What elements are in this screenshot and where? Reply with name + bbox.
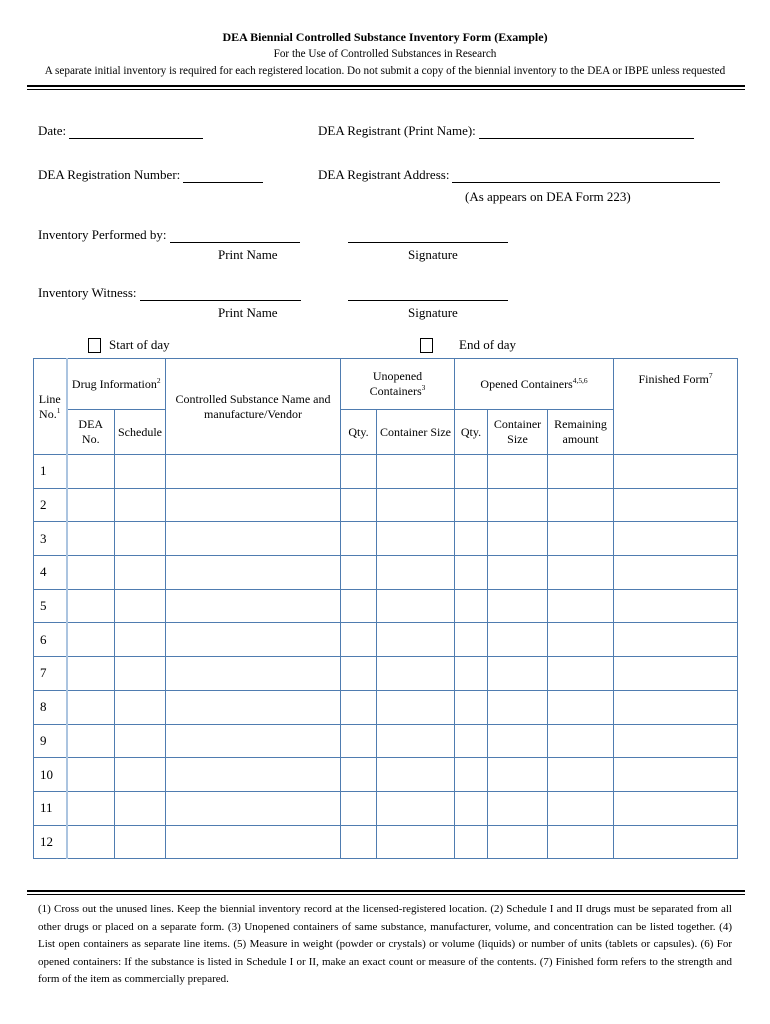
start-of-day-option — [88, 336, 170, 353]
cell-dea-no[interactable] — [67, 758, 115, 792]
performed-by-signature-input-line[interactable] — [348, 228, 508, 243]
cell-unopened-container-size[interactable] — [377, 488, 455, 522]
table-row — [34, 522, 738, 556]
cell-dea-no[interactable] — [67, 825, 115, 859]
col-group-drug-information: Drug Information$^2$ — [67, 359, 166, 410]
cell-substance-name[interactable] — [166, 522, 341, 556]
line-number-cell: 6 — [34, 623, 67, 657]
cell-substance-name[interactable] — [166, 623, 341, 657]
cell-unopened-container-size[interactable] — [377, 556, 455, 590]
performed-by-signature-row — [348, 227, 508, 243]
cell-opened-container-size[interactable] — [488, 589, 548, 623]
cell-dea-no[interactable] — [67, 791, 115, 825]
col-header-line-no — [34, 359, 67, 455]
cell-dea-no[interactable] — [67, 623, 115, 657]
cell-unopened-container-size[interactable] — [377, 825, 455, 859]
cell-schedule[interactable] — [115, 623, 166, 657]
cell-unopened-container-size[interactable] — [377, 623, 455, 657]
cell-dea-no[interactable] — [67, 724, 115, 758]
header-divider-line — [27, 85, 745, 90]
performed-by-print-name-caption: Print Name — [218, 247, 278, 262]
table-row — [34, 825, 738, 859]
line-number-cell: 3 — [34, 522, 67, 556]
col-header-finished-form: Finished Form$^7$ — [614, 359, 738, 455]
cell-dea-no[interactable] — [67, 488, 115, 522]
cell-opened-qty[interactable] — [455, 488, 488, 522]
registrant-address-label: DEA Registrant Address: — [318, 167, 450, 182]
table-row — [34, 791, 738, 825]
witness-signature-input-line[interactable] — [348, 286, 508, 301]
cell-dea-no[interactable] — [67, 690, 115, 724]
line-number-cell: 2 — [34, 488, 67, 522]
cell-schedule[interactable] — [115, 556, 166, 590]
line-number-cell: 10 — [34, 758, 67, 792]
witness-signature-caption: Signature — [408, 305, 458, 320]
cell-substance-name[interactable] — [166, 455, 341, 489]
cell-unopened-qty[interactable] — [341, 791, 377, 825]
col-header-unopened-container-size: Container Size — [377, 410, 455, 455]
end-of-day-checkbox[interactable] — [420, 338, 433, 353]
cell-unopened-qty[interactable] — [341, 556, 377, 590]
line-number-cell: 11 — [34, 791, 67, 825]
inventory-table-body — [34, 455, 738, 859]
cell-unopened-qty[interactable] — [341, 724, 377, 758]
table-row — [34, 690, 738, 724]
cell-finished-form[interactable] — [614, 758, 738, 792]
start-of-day-label: Start of day — [109, 337, 170, 353]
cell-opened-container-size[interactable] — [488, 657, 548, 691]
cell-unopened-container-size[interactable] — [377, 455, 455, 489]
cell-remaining-amount[interactable] — [548, 522, 614, 556]
cell-substance-name[interactable] — [166, 488, 341, 522]
col-header-unopened-qty: Qty. — [341, 410, 377, 455]
cell-opened-qty[interactable] — [455, 556, 488, 590]
cell-schedule[interactable] — [115, 522, 166, 556]
cell-schedule[interactable] — [115, 791, 166, 825]
cell-remaining-amount[interactable] — [548, 758, 614, 792]
table-row — [34, 657, 738, 691]
col-header-schedule: Schedule — [115, 410, 166, 455]
cell-unopened-qty[interactable] — [341, 623, 377, 657]
performed-by-signature-caption: Signature — [408, 247, 458, 262]
line-number-cell: 9 — [34, 724, 67, 758]
date-label: Date: — [38, 123, 67, 138]
performed-by-field-row — [38, 227, 300, 243]
cell-unopened-qty[interactable] — [341, 522, 377, 556]
cell-substance-name[interactable] — [166, 758, 341, 792]
line-number-cell: 4 — [34, 556, 67, 590]
cell-substance-name[interactable] — [166, 657, 341, 691]
line-no-word1: Line — [38, 391, 61, 406]
line-number-cell: 8 — [34, 690, 67, 724]
cell-finished-form[interactable] — [614, 455, 738, 489]
cell-unopened-qty[interactable] — [341, 488, 377, 522]
witness-signature-row — [348, 285, 508, 301]
cell-finished-form[interactable] — [614, 724, 738, 758]
cell-substance-name[interactable] — [166, 825, 341, 859]
inventory-table — [33, 358, 738, 859]
date-input-line[interactable] — [69, 124, 203, 139]
cell-unopened-qty[interactable] — [341, 758, 377, 792]
cell-remaining-amount[interactable] — [548, 556, 614, 590]
col-header-opened-container-size: Container Size — [488, 410, 548, 455]
line-no-word2: No.$^1$ — [39, 405, 61, 421]
table-row — [34, 724, 738, 758]
cell-remaining-amount[interactable] — [548, 488, 614, 522]
witness-name-input-line[interactable] — [140, 286, 301, 301]
cell-substance-name[interactable] — [166, 589, 341, 623]
cell-unopened-container-size[interactable] — [377, 724, 455, 758]
cell-unopened-qty[interactable] — [341, 657, 377, 691]
registrant-name-input-line[interactable] — [479, 124, 694, 139]
registrant-name-field-row — [318, 123, 694, 139]
cell-opened-qty[interactable] — [455, 690, 488, 724]
cell-unopened-qty[interactable] — [341, 455, 377, 489]
cell-unopened-container-size[interactable] — [377, 589, 455, 623]
cell-substance-name[interactable] — [166, 556, 341, 590]
cell-remaining-amount[interactable] — [548, 690, 614, 724]
registration-number-input-line[interactable] — [183, 168, 263, 183]
cell-opened-container-size[interactable] — [488, 690, 548, 724]
cell-dea-no[interactable] — [67, 455, 115, 489]
address-note: (As appears on DEA Form 223) — [465, 189, 631, 204]
cell-substance-name[interactable] — [166, 724, 341, 758]
cell-opened-qty[interactable] — [455, 724, 488, 758]
cell-dea-no[interactable] — [67, 522, 115, 556]
cell-opened-container-size[interactable] — [488, 724, 548, 758]
cell-unopened-qty[interactable] — [341, 589, 377, 623]
cell-opened-container-size[interactable] — [488, 556, 548, 590]
witness-print-name-caption: Print Name — [218, 305, 278, 320]
cell-substance-name[interactable] — [166, 690, 341, 724]
witness-label: Inventory Witness: — [38, 285, 137, 300]
cell-opened-container-size[interactable] — [488, 522, 548, 556]
cell-unopened-container-size[interactable] — [377, 690, 455, 724]
col-group-unopened-containers: Unopened Containers$^3$ — [341, 359, 455, 410]
cell-dea-no[interactable] — [67, 589, 115, 623]
line-number-cell: 1 — [34, 455, 67, 489]
cell-finished-form[interactable] — [614, 825, 738, 859]
cell-opened-container-size[interactable] — [488, 488, 548, 522]
table-row — [34, 488, 738, 522]
cell-remaining-amount[interactable] — [548, 623, 614, 657]
cell-remaining-amount[interactable] — [548, 455, 614, 489]
cell-dea-no[interactable] — [67, 556, 115, 590]
cell-finished-form[interactable] — [614, 623, 738, 657]
cell-unopened-container-size[interactable] — [377, 657, 455, 691]
cell-opened-qty[interactable] — [455, 455, 488, 489]
cell-unopened-qty[interactable] — [341, 690, 377, 724]
table-row — [34, 623, 738, 657]
cell-substance-name[interactable] — [166, 791, 341, 825]
cell-schedule[interactable] — [115, 589, 166, 623]
cell-schedule[interactable] — [115, 758, 166, 792]
registration-number-label: DEA Registration Number: — [38, 167, 181, 182]
cell-finished-form[interactable] — [614, 522, 738, 556]
cell-opened-container-size[interactable] — [488, 623, 548, 657]
date-field-row — [38, 123, 203, 139]
cell-schedule[interactable] — [115, 724, 166, 758]
start-of-day-checkbox[interactable] — [88, 338, 101, 353]
cell-opened-qty[interactable] — [455, 623, 488, 657]
cell-finished-form[interactable] — [614, 488, 738, 522]
cell-remaining-amount[interactable] — [548, 657, 614, 691]
footnotes-paragraph: (1) Cross out the unused lines. Keep the biennial inventory record at the licensed-registered location. (2) Schedule I and II drugs must be separated from all other drugs or placed on a separate form. (3) Unopened containers of same substance, manufacturer, volume, and concentration can be listed together. (4) List open containers as separate line items. (5) Measure in weight (powder or crystals) or volume (liquids) or number of units (tablets or capsules). (6) For opened containers: If the substance is listed in Schedule I or II, make an exact count or measure of the contents. (7) Finished form refers to the strength and form of the item as commercially prepared. — [38, 903, 732, 985]
registrant-address-input-line[interactable] — [452, 168, 720, 183]
col-header-opened-qty: Qty. — [455, 410, 488, 455]
registration-number-field-row — [38, 167, 263, 183]
cell-unopened-qty[interactable] — [341, 825, 377, 859]
performed-by-label: Inventory Performed by: — [38, 227, 167, 242]
cell-remaining-amount[interactable] — [548, 724, 614, 758]
cell-remaining-amount[interactable] — [548, 589, 614, 623]
cell-schedule[interactable] — [115, 657, 166, 691]
col-group-opened-containers: Opened Containers$^{4,5,6}$ — [455, 359, 614, 410]
cell-opened-qty[interactable] — [455, 791, 488, 825]
line-number-cell: 12 — [34, 825, 67, 859]
witness-field-row — [38, 285, 301, 301]
cell-schedule[interactable] — [115, 690, 166, 724]
cell-opened-container-size[interactable] — [488, 758, 548, 792]
cell-schedule[interactable] — [115, 825, 166, 859]
col-header-dea-no: DEA No. — [67, 410, 115, 455]
line-number-cell: 5 — [34, 589, 67, 623]
cell-finished-form[interactable] — [614, 589, 738, 623]
form-subtitle: For the Use of Controlled Substances in Research — [273, 48, 497, 60]
cell-opened-qty[interactable] — [455, 589, 488, 623]
form-instruction-note: A separate initial inventory is required for each registered location. Do not submit a copy of the biennial inventory to the DEA or IBPE unless requested — [44, 65, 726, 77]
table-row — [34, 455, 738, 489]
registrant-address-field-row — [318, 167, 720, 183]
cell-finished-form[interactable] — [614, 556, 738, 590]
cell-opened-qty[interactable] — [455, 657, 488, 691]
cell-opened-container-size[interactable] — [488, 825, 548, 859]
cell-unopened-container-size[interactable] — [377, 758, 455, 792]
cell-opened-container-size[interactable] — [488, 791, 548, 825]
cell-finished-form[interactable] — [614, 657, 738, 691]
cell-dea-no[interactable] — [67, 657, 115, 691]
registrant-name-label: DEA Registrant (Print Name): — [318, 123, 476, 138]
line-number-cell: 7 — [34, 657, 67, 691]
cell-remaining-amount[interactable] — [548, 825, 614, 859]
col-header-remaining-amount: Remaining amount — [548, 410, 614, 455]
end-of-day-label: End of day — [459, 337, 517, 353]
cell-opened-qty[interactable] — [455, 522, 488, 556]
performed-by-name-input-line[interactable] — [170, 228, 300, 243]
form-title: DEA Biennial Controlled Substance Inventory Form (Example) — [222, 30, 548, 44]
cell-opened-qty[interactable] — [455, 825, 488, 859]
end-of-day-option — [420, 336, 516, 353]
footer-divider-line — [27, 890, 745, 895]
cell-unopened-container-size[interactable] — [377, 522, 455, 556]
cell-schedule[interactable] — [115, 455, 166, 489]
cell-finished-form[interactable] — [614, 791, 738, 825]
cell-opened-container-size[interactable] — [488, 455, 548, 489]
cell-remaining-amount[interactable] — [548, 791, 614, 825]
table-row — [34, 758, 738, 792]
col-header-substance-name: Controlled Substance Name and manufacture/Vendor — [166, 359, 341, 455]
cell-opened-qty[interactable] — [455, 758, 488, 792]
table-row — [34, 589, 738, 623]
cell-unopened-container-size[interactable] — [377, 791, 455, 825]
cell-finished-form[interactable] — [614, 690, 738, 724]
table-row — [34, 556, 738, 590]
cell-schedule[interactable] — [115, 488, 166, 522]
